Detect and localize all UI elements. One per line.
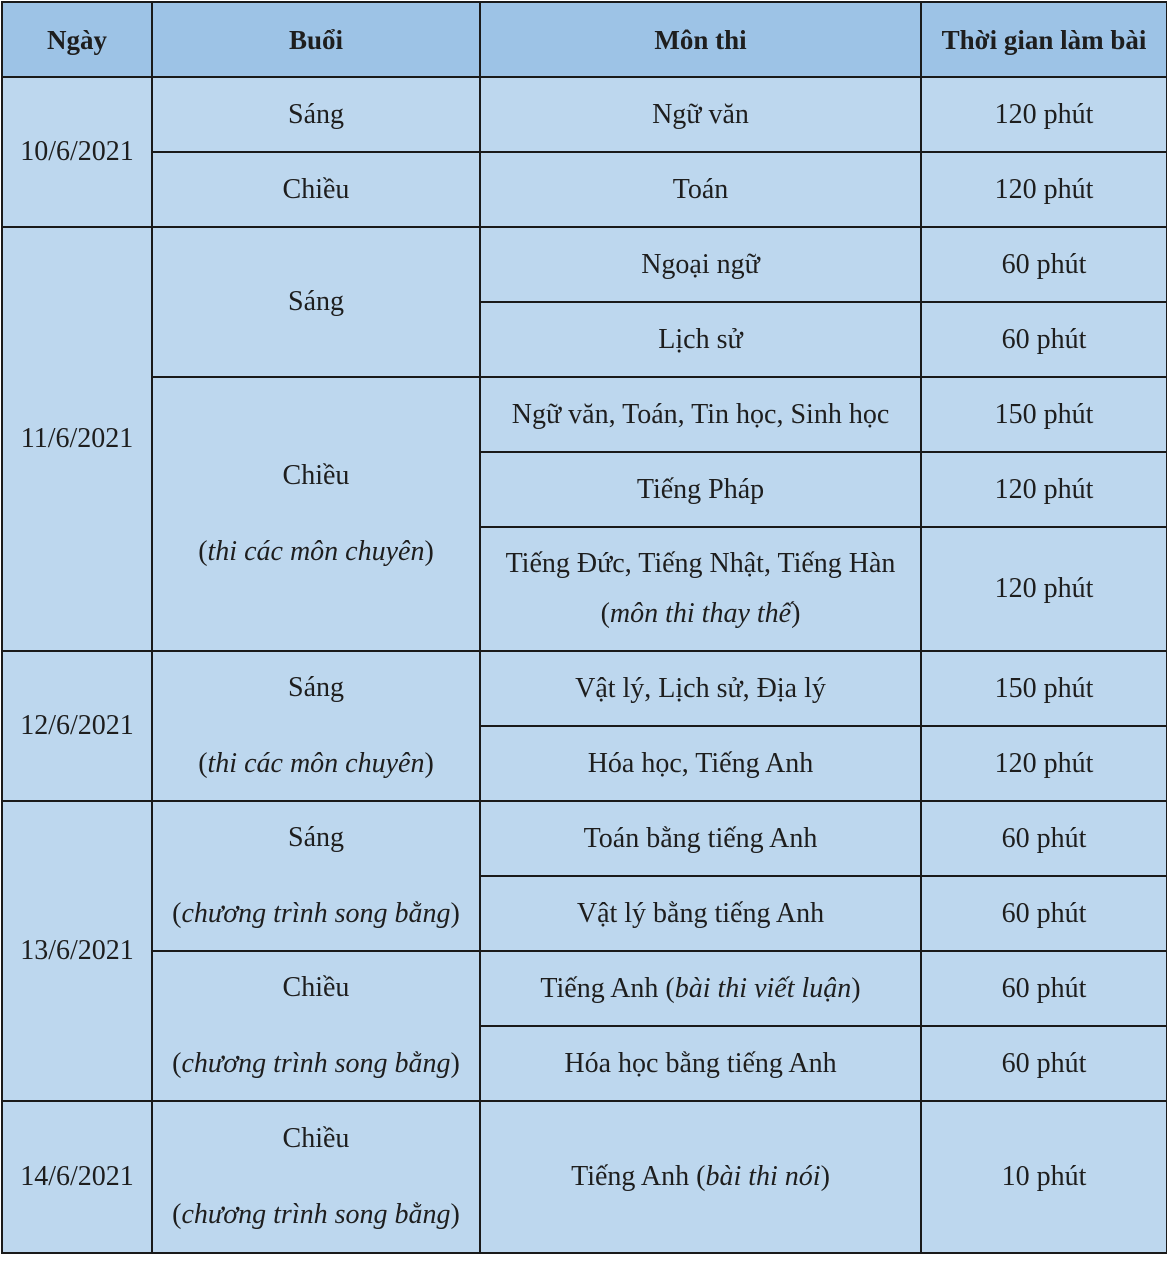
subject-cell: Ngữ văn (480, 77, 921, 152)
duration-cell: 120 phút (921, 152, 1167, 227)
table-row (2, 377, 1167, 452)
duration-cell: 60 phút (921, 1026, 1167, 1101)
table-row (2, 651, 1167, 726)
subject-cell: Vật lý bằng tiếng Anh (480, 876, 921, 951)
session-cell (152, 1101, 480, 1253)
duration-cell: 10 phút (921, 1101, 1167, 1253)
header-duration: Thời gian làm bài (921, 2, 1167, 77)
header-date: Ngày (2, 2, 152, 77)
session-label: Chiều (282, 1123, 350, 1154)
session-note: (chương trình song bằng) (172, 1199, 460, 1230)
table-row (2, 152, 1167, 227)
subject-cell: Ngoại ngữ (480, 227, 921, 302)
session-note: (thi các môn chuyên) (198, 748, 434, 779)
table-row (2, 227, 1167, 302)
subject-cell: Lịch sử (480, 302, 921, 377)
date-cell: 12/6/2021 (2, 651, 152, 801)
subject-cell: Tiếng Pháp (480, 452, 921, 527)
duration-cell: 60 phút (921, 801, 1167, 876)
duration-cell: 120 phút (921, 452, 1167, 527)
subject-cell: Toán bằng tiếng Anh (480, 801, 921, 876)
table-row (2, 1101, 1167, 1253)
session-label: Sáng (288, 822, 344, 853)
header-row (2, 2, 1167, 77)
session-cell (152, 377, 480, 651)
session-label: Chiều (282, 972, 350, 1003)
table-row (2, 951, 1167, 1026)
exam-schedule-table (1, 1, 1167, 1254)
subject-cell: Hóa học, Tiếng Anh (480, 726, 921, 801)
session-cell (152, 801, 480, 951)
session-note: (chương trình song bằng) (172, 1048, 460, 1079)
subject-cell (480, 527, 921, 651)
date-cell: 11/6/2021 (2, 227, 152, 651)
session-cell: Sáng (152, 227, 480, 377)
header-session: Buổi (152, 2, 480, 77)
session-cell: Chiều (152, 152, 480, 227)
subject-cell: Toán (480, 152, 921, 227)
session-cell (152, 951, 480, 1101)
duration-cell: 60 phút (921, 227, 1167, 302)
duration-cell: 120 phút (921, 77, 1167, 152)
session-note: (thi các môn chuyên) (198, 536, 434, 567)
session-cell: Sáng (152, 77, 480, 152)
table-row (2, 77, 1167, 152)
subject-note: (môn thi thay thế) (600, 598, 801, 629)
session-note: (chương trình song bằng) (172, 898, 460, 929)
duration-cell: 60 phút (921, 876, 1167, 951)
session-label: Chiều (282, 460, 350, 491)
table-row (2, 801, 1167, 876)
subject-cell: Tiếng Anh (bài thi nói) (480, 1101, 921, 1253)
subject-cell: Vật lý, Lịch sử, Địa lý (480, 651, 921, 726)
date-cell: 14/6/2021 (2, 1101, 152, 1253)
session-cell (152, 651, 480, 801)
header-subject: Môn thi (480, 2, 921, 77)
duration-cell: 60 phút (921, 302, 1167, 377)
date-cell: 13/6/2021 (2, 801, 152, 1101)
duration-cell: 120 phút (921, 527, 1167, 651)
subject-cell: Tiếng Anh (bài thi viết luận) (480, 951, 921, 1026)
duration-cell: 60 phút (921, 951, 1167, 1026)
subject-cell: Ngữ văn, Toán, Tin học, Sinh học (480, 377, 921, 452)
duration-cell: 150 phút (921, 377, 1167, 452)
duration-cell: 120 phút (921, 726, 1167, 801)
duration-cell: 150 phút (921, 651, 1167, 726)
date-cell: 10/6/2021 (2, 77, 152, 227)
subject-cell: Hóa học bằng tiếng Anh (480, 1026, 921, 1101)
subject-line: Tiếng Đức, Tiếng Nhật, Tiếng Hàn (505, 548, 896, 579)
session-label: Sáng (288, 672, 344, 703)
